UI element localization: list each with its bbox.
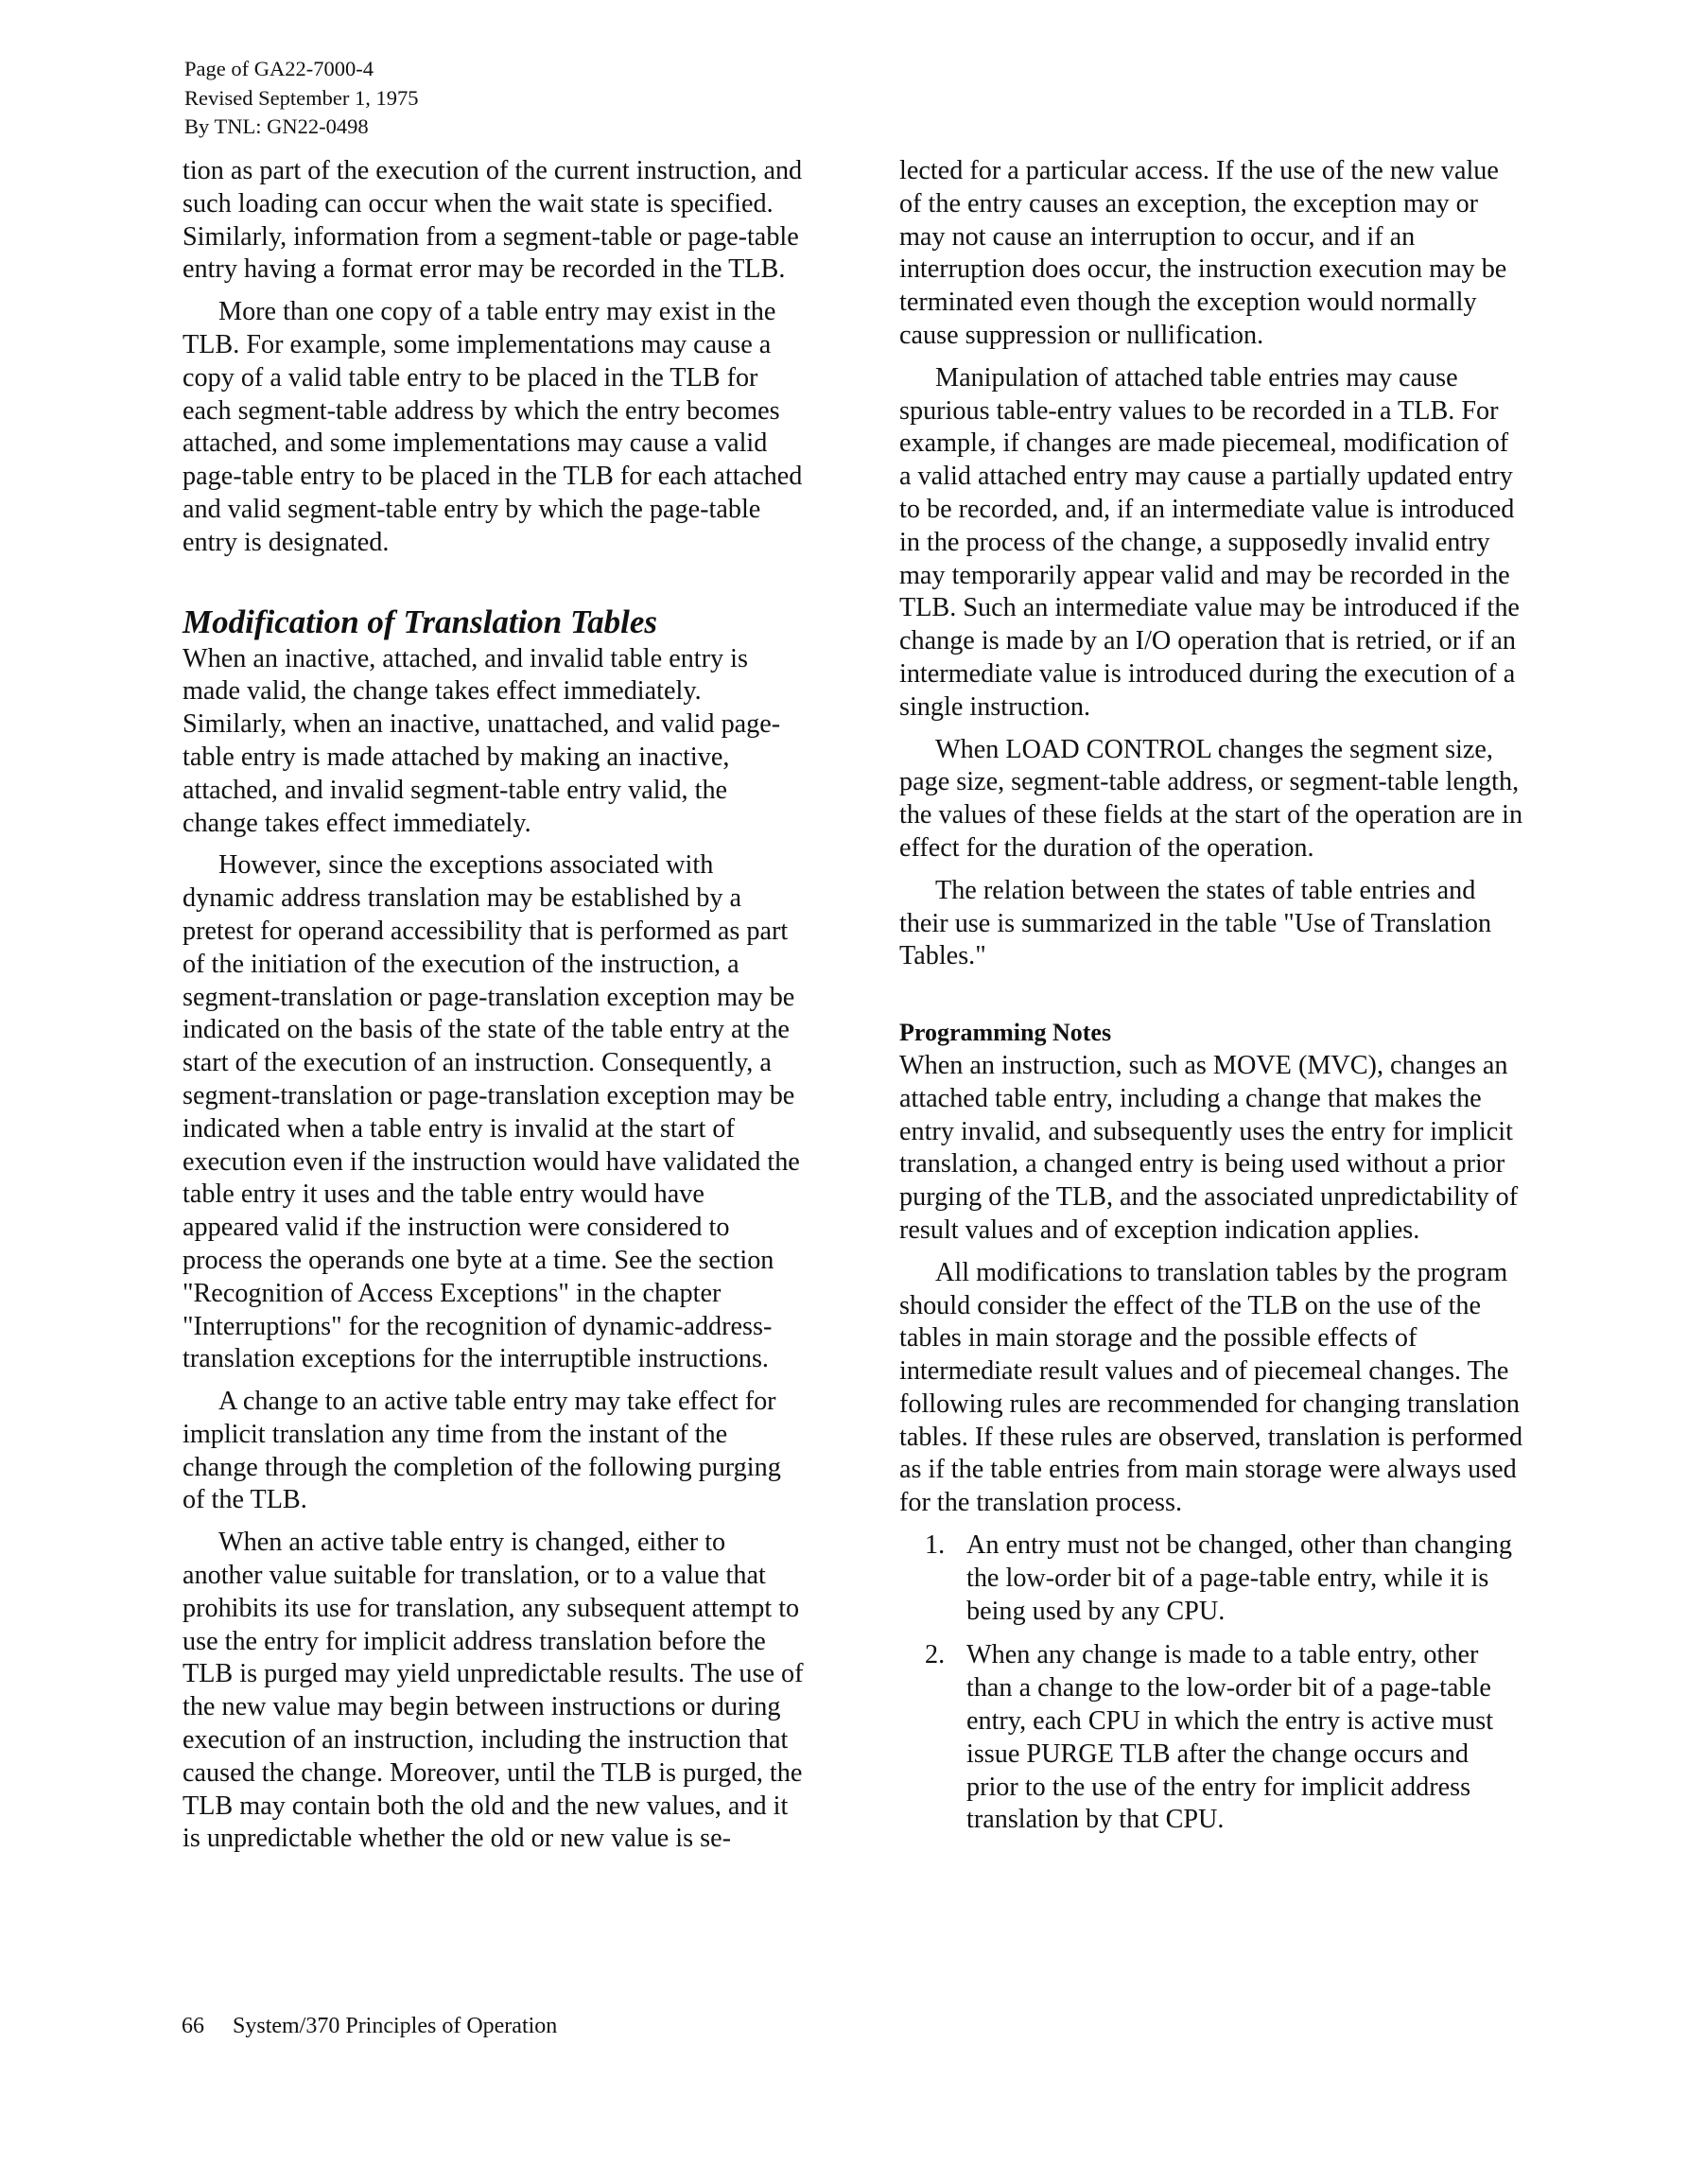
header-revised-date-line: Revised September 1, 1975 bbox=[184, 85, 419, 110]
paragraph-manipulation: Manipulation of attached table entries may cause spurious table-entry values to be recorded in a TLB. For example, if changes are made piecemeal, modification of a valid attached entry may cause a partially updated entry to be recorded, and, if an intermediate value is introduced in the process of the change, a supposedly invalid entry may temporarily appear valid and may be recorded in the TLB. Such an intermediate value may be introduced if the change is made by an I/O operation that is retried, or if an intermediate value is introduced during the execution of a single instruction. bbox=[899, 362, 1520, 722]
paragraph-unpredictable-results: When an active table entry is changed, either to another value suitable for translation, or to a value that prohibits its use for translation, any subsequent attempt to use the entry for implicit address translation before the TLB is purged may yield unpredictable results. The use of the new value may begin between instructions or during execution of an instruction, including the instruction that caused the change. Moreover, until the TLB is purged, the TLB may contain both the old and the new values, and it is unpredictable whether the old or new value is se- bbox=[183, 1528, 804, 1854]
document-revision-header bbox=[184, 55, 418, 142]
header-tnl-line: By TNL: GN22-0498 bbox=[184, 114, 369, 138]
rule-text: When any change is made to a table entry, other than a change to the low-order bit of a page-table entry, each CPU in which the entry is active must issue PURGE TLB after the change occurs and prior to the use of the entry for implicit address translation by that CPU. bbox=[966, 1640, 1494, 1835]
paragraph-modification-rules: All modifications to translation tables by the program should consider the effect of the TLB on the use of the tables in main storage and the possible effects of intermediate result values and of piecemeal changes. The following rules are recommended for changing translation tables. If these rules are observed, translation is performed as if the table entries from main storage were always used for the translation process. bbox=[899, 1257, 1523, 1518]
paragraph-continued-selection: lected for a particular access. If the use of the new value of the entry causes an exception, the exception may or may not cause an interruption to occur, and if an interruption does occur, the instruction execution may be terminated even though the exception would normally cause suppression or nullification. bbox=[899, 156, 1507, 350]
section-title: Modification of Translation Tables bbox=[183, 603, 658, 640]
right-text-column bbox=[899, 155, 1523, 1848]
paragraph-continued: tion as part of the execution of the current instruction, and such loading can occur when the wait state is specified. Similarly, information from a segment-table or page-table entry having a format error may be recorded in the TLB. bbox=[183, 156, 803, 285]
left-text-column bbox=[183, 155, 807, 1865]
programming-notes-heading: Programming Notes bbox=[899, 1019, 1112, 1047]
book-title: System/370 Principles of Operation bbox=[233, 2014, 558, 2038]
page-number: 66 bbox=[182, 2014, 204, 2038]
paragraph-exceptions: However, since the exceptions associated with dynamic address translation may be established by a pretest for operand accessibility that is performed as part of the initiation of the execution of the instruction, a segment-translation or page-translation exception may be indicated on the basis of the state of the table entry at the start of the execution of an instruction. Consequently, a segment-translation or page-translation exception may be indicated when a table entry is invalid at the start of execution even if the instruction would have validated the table entry it uses and the table entry would have appeared valid if the instruction were considered to process the operands one byte at a time. See the section "Recognition of Access Exceptions" in the chapter "Interruptions" for the recognition of dynamic-address-translation exceptions for the interruptible instructions. bbox=[183, 850, 800, 1374]
rules-list bbox=[899, 1529, 1523, 1837]
paragraph-load-control: When LOAD CONTROL changes the segment size, page size, segment-table address, or segment-table length, the values of these fields at the start of the operation are in effect for the duration of the operation. bbox=[899, 734, 1523, 863]
page-footer bbox=[182, 2012, 557, 2040]
header-page-of-line: Page of GA22-7000-4 bbox=[184, 57, 374, 80]
rule-number: 2. bbox=[925, 1640, 946, 1670]
paragraph-relation-summary: The relation between the states of table entries and their use is summarized in the table "Use of Translation Tables." bbox=[899, 875, 1492, 971]
rule-number: 1. bbox=[925, 1530, 946, 1561]
paragraph-inactive-entry: When an inactive, attached, and invalid table entry is made valid, the change takes effect immediately. Similarly, when an inactive, unattached, and valid page-table entry is made attached by making an inactive, attached, and invalid segment-table entry valid, the change takes effect immediately. bbox=[183, 643, 781, 838]
rule-item bbox=[899, 1529, 1523, 1628]
paragraph-active-change: A change to an active table entry may take effect for implicit translation any time from the instant of the change through the completion of the following purging of the TLB. bbox=[183, 1387, 781, 1515]
paragraph-move-instruction: When an instruction, such as MOVE (MVC), changes an attached table entry, including a change that makes the entry invalid, and subsequently uses the entry for implicit translation, a changed entry is being used without a prior purging of the TLB, and the associated unpredictability of result values and of exception indication applies. bbox=[899, 1050, 1519, 1245]
paragraph-tlb-copies: More than one copy of a table entry may exist in the TLB. For example, some implementations may cause a copy of a valid table entry to be placed in the TLB for each segment-table address by which the entry becomes attached, and some implementations may cause a valid page-table entry to be placed in the TLB for each attached and valid segment-table entry by which the page-table entry is designated. bbox=[183, 297, 803, 557]
rule-item bbox=[899, 1639, 1523, 1837]
rule-text: An entry must not be changed, other than changing the low-order bit of a page-table entry, while it is being used by any CPU. bbox=[966, 1530, 1512, 1626]
